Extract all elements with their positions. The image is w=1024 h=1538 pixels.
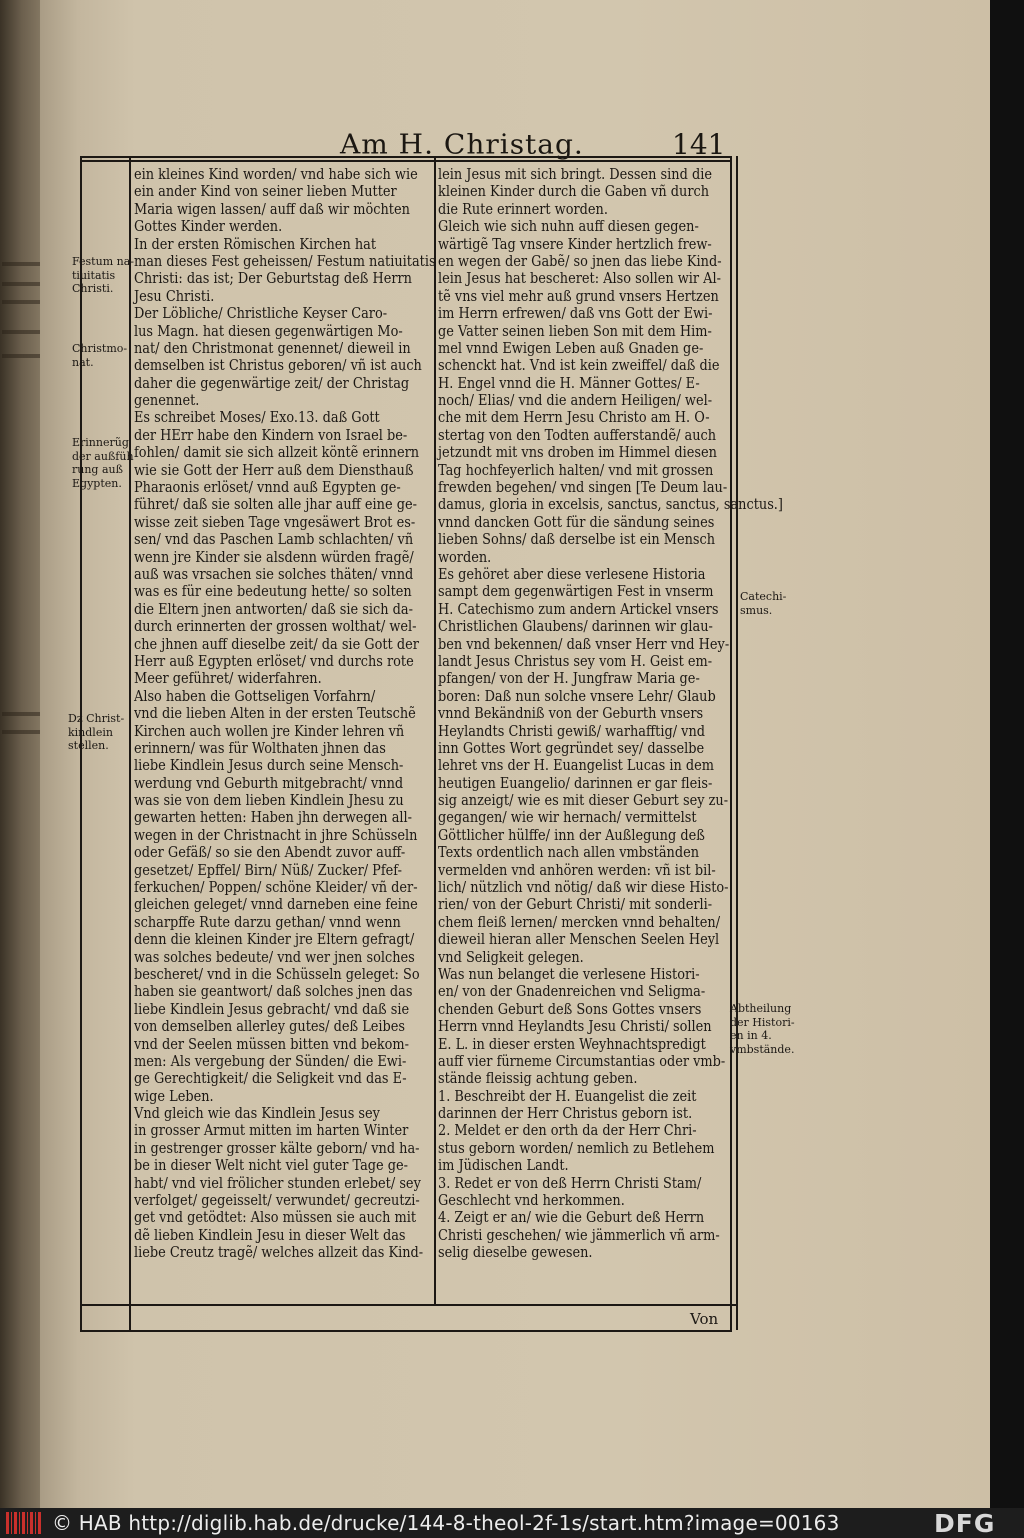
- text-line: vnd die lieben Alten in der ersten Teutschẽ: [134, 704, 416, 723]
- text-line: lieben Sohns/ daß derselbe ist ein Mensch: [438, 530, 716, 549]
- text-line: haben sie geantwort/ daß solches jnen das: [134, 982, 413, 1001]
- text-line: nat/ den Christmonat genennet/ dieweil in: [134, 338, 411, 357]
- margin-note-abtheilung: Abtheilung der Histori- en in 4. vmbstände.: [730, 1002, 795, 1056]
- margin-rule-left: [129, 156, 131, 1330]
- text-line: wisse zeit sieben Tage vngesäwert Brot es-: [134, 512, 416, 531]
- text-line: was sie von dem lieben Kindlein Jhesu zu: [134, 791, 404, 810]
- text-line: Herrn vnnd Heylandts Jesu Christi/ sollen: [438, 1017, 712, 1036]
- text-line: lein Jesus hat bescheret: Also sollen wir Al-: [438, 269, 721, 288]
- text-line: werdung vnd Geburth mitgebracht/ vnnd: [134, 773, 404, 792]
- text-line: verfolget/ gegeisselt/ verwundet/ gecreutzi-: [134, 1191, 420, 1210]
- text-line: vermelden vnd anhören werden: vñ ist bil-: [438, 860, 716, 879]
- catchword: Von: [690, 1310, 719, 1328]
- text-line: kleinen Kinder durch die Gaben vñ durch: [438, 182, 710, 201]
- text-line: wenn jre Kinder sie alsdenn würden fragẽ/: [134, 547, 414, 566]
- text-line: Jesu Christi.: [134, 286, 215, 305]
- text-line: noch/ Elias/ vnd die andern Heiligen/ wel-: [438, 391, 713, 410]
- text-line: vnd Seligkeit gelegen.: [438, 947, 584, 966]
- text-line: in gestrenger grosser kälte geborn/ vnd ha-: [134, 1138, 420, 1157]
- text-line: In der ersten Römischen Kirchen hat: [134, 234, 377, 253]
- text-line: Christlichen Glaubens/ darinnen wir glau-: [438, 617, 713, 636]
- text-line: Gottes Kinder werden.: [134, 217, 283, 236]
- margin-note-catechismus: Catechi- smus.: [740, 590, 787, 617]
- text-line: ge Gerechtigkeit/ die Seligkeit vnd das E-: [134, 1069, 407, 1088]
- text-line: daher die gegenwärtige zeit/ der Christag: [134, 373, 410, 392]
- text-line: ferkuchen/ Poppen/ schöne Kleider/ vñ der-: [134, 878, 418, 897]
- text-line: landt Jesus Christus sey vom H. Geist em-: [438, 651, 713, 670]
- text-line: be in dieser Welt nicht viel guter Tage ge-: [134, 1156, 409, 1175]
- left-text-column: [134, 165, 436, 1262]
- text-line: ein kleines Kind worden/ vnd habe sich wie: [134, 165, 418, 183]
- text-line: darinnen der Herr Christus geborn ist.: [438, 1104, 693, 1123]
- text-line: wige Leben.: [134, 1086, 214, 1105]
- text-line: vnnd Bekändniß von der Geburth vnsers: [438, 704, 704, 723]
- header-rule: [80, 160, 732, 162]
- page-number: 141: [672, 128, 726, 161]
- text-line: erinnern/ was für Wolthaten jhnen das: [134, 738, 386, 757]
- text-line: die Rute erinnert worden.: [438, 199, 608, 218]
- text-line: Also haben die Gottseligen Vorfahrn/: [134, 686, 376, 705]
- text-line: stände fleissig achtung geben.: [438, 1069, 638, 1088]
- text-line: lein Jesus mit sich bringt. Dessen sind die: [438, 165, 712, 183]
- text-line: Gleich wie sich nuhn auff diesen gegen-: [438, 217, 699, 236]
- text-line: H. Engel vnnd die H. Männer Gottes/ E-: [438, 373, 700, 392]
- text-line: 1. Beschreibt der H. Euangelist die zeit: [438, 1086, 697, 1105]
- text-line: H. Catechismo zum andern Artickel vnsers: [438, 599, 719, 618]
- text-line: en wegen der Gabẽ/ so jnen das liebe Kind-: [438, 251, 722, 270]
- text-line: 3. Redet er von deß Herrn Christi Stam/: [438, 1173, 702, 1192]
- text-line: schenckt hat. Vnd ist kein zweiffel/ daß die: [438, 356, 720, 375]
- text-line: sen/ vnd das Paschen Lamb schlachten/ vñ: [134, 530, 414, 549]
- text-line: Pharaonis erlöset/ vnnd auß Egypten ge-: [134, 478, 401, 497]
- text-line: get vnd getödtet: Also müssen sie auch mit: [134, 1208, 417, 1227]
- text-line: pfangen/ von der H. Jungfraw Maria ge-: [438, 669, 700, 688]
- text-line: frewden begehen/ vnd singen [Te Deum lau-: [438, 478, 728, 497]
- text-line: denn die kleinen Kinder jre Eltern gefragt/: [134, 930, 415, 949]
- text-line: liebe Kindlein Jesus durch seine Mensch-: [134, 756, 404, 775]
- text-line: che mit dem Herrn Jesu Christo am H. O-: [438, 408, 710, 427]
- text-line: auß was vrsachen sie solches thäten/ vnnd: [134, 564, 414, 583]
- text-line: vnd der Seelen müssen bitten vnd bekom-: [134, 1034, 410, 1053]
- text-line: Heylandts Christi gewiß/ warhafftig/ vnd: [438, 721, 706, 740]
- text-line: Göttlicher hülffe/ inn der Außlegung deß: [438, 825, 705, 844]
- text-line: che jhnen auff dieselbe zeit/ da sie Gott der: [134, 634, 419, 653]
- text-line: worden.: [438, 547, 492, 566]
- text-line: auff vier fürneme Circumstantias oder vmb-: [438, 1051, 726, 1070]
- text-line: die Eltern jnen antworten/ daß sie sich da-: [134, 599, 413, 618]
- dfg-logo: DFG: [934, 1509, 996, 1538]
- text-line: führet/ daß sie solten alle jhar auff eine ge-: [134, 495, 417, 514]
- text-line: E. L. in dieser ersten Weyhnachtspredigt: [438, 1034, 706, 1053]
- text-line: in grosser Armut mitten im harten Winter: [134, 1121, 409, 1140]
- text-line: fohlen/ damit sie sich allzeit köntẽ erinnern: [134, 443, 420, 462]
- text-line: heutigen Euangelio/ darinnen er gar fleis-: [438, 773, 713, 792]
- text-line: damus, gloria in excelsis, sanctus, sanctus, sanctus.]: [438, 495, 783, 514]
- text-line: liebe Creutz tragẽ/ welches allzeit das Kind-: [134, 1243, 424, 1262]
- text-line: durch erinnerten der grossen wolthat/ wel-: [134, 617, 417, 636]
- text-line: selig dieselbe gewesen.: [438, 1243, 593, 1262]
- credit-bar: [0, 1508, 1024, 1538]
- text-line: vnnd dancken Gott für die sändung seines: [438, 512, 715, 531]
- text-line: liebe Kindlein Jesus gebracht/ vnd daß sie: [134, 999, 410, 1018]
- text-line: boren: Daß nun solche vnsere Lehr/ Glaub: [438, 686, 716, 705]
- column-divider: [434, 156, 436, 1304]
- text-line: chem fleiß lernen/ mercken vnnd behalten/: [438, 912, 721, 931]
- text-line: der HErr habe den Kindern von Israel be-: [134, 425, 408, 444]
- text-line: stus geborn worden/ nemlich zu Betlehem: [438, 1138, 715, 1157]
- text-line: was solches bedeute/ vnd wer jnen solches: [134, 947, 415, 966]
- text-line: oder Gefäß/ so sie den Abendt zuvor auff-: [134, 843, 406, 862]
- text-line: bescheret/ vnd in die Schüsseln geleget: So: [134, 964, 420, 983]
- text-line: lehret vns der H. Euangelist Lucas in dem: [438, 756, 715, 775]
- text-line: ben vnd bekennen/ daß vnser Herr vnd Hey-: [438, 634, 730, 653]
- text-line: ein ander Kind von seiner lieben Mutter: [134, 182, 397, 201]
- text-line: lus Magn. hat diesen gegenwärtigen Mo-: [134, 321, 403, 340]
- text-line: gleichen geleget/ vnnd darneben eine feine: [134, 895, 418, 914]
- margin-note-festum: Festum na- tiuitatis Christi.: [72, 255, 134, 295]
- text-line: gegangen/ wie wir hernach/ vermittelst: [438, 808, 697, 827]
- text-line: chenden Geburt deß Sons Gottes vnsers: [438, 999, 702, 1018]
- text-line: dieweil hieran aller Menschen Seelen Heyl: [438, 930, 720, 949]
- text-line: demselben ist Christus geboren/ vñ ist auch: [134, 356, 422, 375]
- text-line: im Herrn erfrewen/ daß vns Gott der Ewi-: [438, 304, 713, 323]
- text-line: sig anzeigt/ wie es mit dieser Geburt sey zu-: [438, 791, 729, 810]
- text-line: genennet.: [134, 391, 200, 410]
- text-line: 4. Zeigt er an/ wie die Geburt deß Herrn: [438, 1208, 705, 1227]
- text-line: Tag hochfeyerlich halten/ vnd mit grossen: [438, 460, 714, 479]
- credit-link[interactable]: © HAB http://diglib.hab.de/drucke/144-8-theol-2f-1s/start.htm?image=00163: [52, 1511, 840, 1535]
- text-line: gewarten hetten: Haben jhn derwegen all-: [134, 808, 413, 827]
- text-line: Texts ordentlich nach allen vmbständen: [438, 843, 700, 862]
- text-line: Der Löbliche/ Christliche Keyser Caro-: [134, 304, 388, 323]
- text-line: gesetzet/ Epffel/ Birn/ Nüß/ Zucker/ Pfef-: [134, 860, 402, 879]
- text-line: stertag von den Todten aufferstandẽ/ auch: [438, 425, 717, 444]
- text-line: Es schreibet Moses/ Exo.13. daß Gott: [134, 408, 380, 427]
- text-line: sampt dem gegenwärtigen Fest in vnserm: [438, 582, 714, 601]
- text-line: von demselben allerley gutes/ deß Leibes: [134, 1017, 406, 1036]
- text-line: Christi: das ist; Der Geburtstag deß Herrn: [134, 269, 412, 288]
- text-line: Was nun belanget die verlesene Histori-: [438, 964, 700, 983]
- text-line: Geschlecht vnd herkommen.: [438, 1191, 625, 1210]
- text-line: en/ von der Gnadenreichen vnd Seligma-: [438, 982, 706, 1001]
- text-line: Meer geführet/ widerfahren.: [134, 669, 322, 688]
- text-line: habt/ vnd viel frölicher stunden erlebet/ sey: [134, 1173, 421, 1192]
- text-line: ge Vatter seinen lieben Son mit dem Him-: [438, 321, 712, 340]
- text-line: rien/ von der Geburt Christi/ mit sonderli-: [438, 895, 713, 914]
- text-line: Kirchen auch wollen jre Kinder lehren vñ: [134, 721, 405, 740]
- text-line: 2. Meldet er den orth da der Herr Chri-: [438, 1121, 697, 1140]
- text-line: dẽ lieben Kindlein Jesu in dieser Welt das: [134, 1225, 406, 1244]
- running-head: Am H. Christag.: [340, 128, 584, 161]
- text-line: jetzundt mit vns droben im Himmel diesen: [438, 443, 717, 462]
- text-line: Christi geschehen/ wie jämmerlich vñ arm-: [438, 1225, 720, 1244]
- barcode-icon: [6, 1512, 42, 1534]
- text-line: men: Als vergebung der Sünden/ die Ewi-: [134, 1051, 407, 1070]
- text-line: Vnd gleich wie das Kindlein Jesus sey: [134, 1104, 380, 1123]
- text-line: man dieses Fest geheissen/ Festum natiuitatis: [134, 251, 436, 270]
- text-line: wie sie Gott der Herr auß dem Diensthauß: [134, 460, 414, 479]
- text-line: mel vnnd Ewigen Leben auß Gnaden ge-: [438, 338, 704, 357]
- text-line: wegen in der Christnacht in jhre Schüsseln: [134, 825, 418, 844]
- margin-note-christmonat: Christmo- nat.: [72, 342, 128, 369]
- text-line: wärtigẽ Tag vnsere Kinder hertzlich frew-: [438, 234, 712, 253]
- text-line: scharpffe Rute darzu gethan/ vnnd wenn: [134, 912, 401, 931]
- text-line: Es gehöret aber diese verlesene Historia: [438, 564, 706, 583]
- text-line: tẽ vns viel mehr auß grund vnsers Hertzen: [438, 286, 719, 305]
- text-line: lich/ nützlich vnd nötig/ daß wir diese Histo-: [438, 878, 729, 897]
- text-line: Herr auß Egypten erlöset/ vnd durchs rote: [134, 651, 414, 670]
- margin-rule-right: [736, 156, 738, 1330]
- margin-note-kindlein: Dz Christ- kindlein stellen.: [68, 712, 125, 752]
- text-line: was es für eine bedeutung hette/ so solten: [134, 582, 412, 601]
- footer-rule: [80, 1304, 736, 1306]
- text-line: inn Gottes Wort gegründet sey/ dasselbe: [438, 738, 705, 757]
- text-line: im Jüdischen Landt.: [438, 1156, 569, 1175]
- text-line: Maria wigen lassen/ auff daß wir möchten: [134, 199, 410, 218]
- margin-note-erinnerung: Erinnerũg der außfüh rung auß Egypten.: [72, 436, 134, 490]
